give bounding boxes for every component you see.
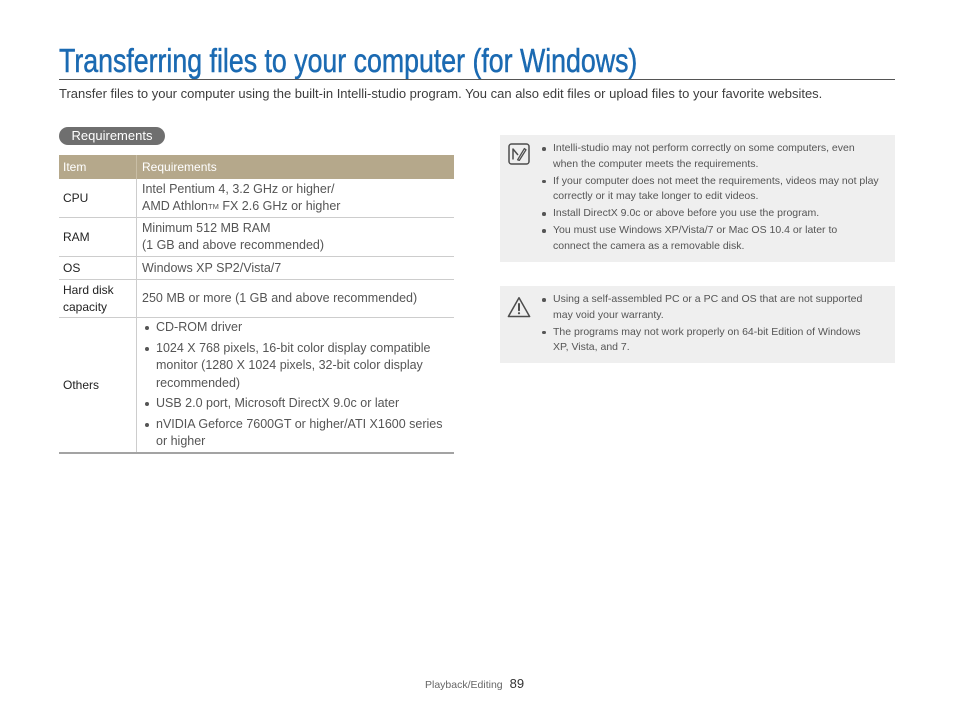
caution-line: The programs may not work properly on 64-bit Edition of Windows	[553, 325, 861, 338]
note-line: Intelli-studio may not perform correctly on some computers, even	[553, 142, 855, 154]
list-item	[142, 395, 454, 413]
requirement-text: AMD Athlon	[142, 199, 209, 213]
row-item-cell	[59, 179, 137, 217]
title-underline	[59, 79, 895, 80]
footer-section-label: Playback/Editing	[425, 679, 503, 691]
bullet-dot	[145, 423, 149, 427]
others-bullet-list	[142, 319, 454, 451]
bullet-dot	[145, 326, 149, 330]
row-item-label: RAM	[63, 229, 90, 244]
caution-list	[542, 292, 889, 356]
requirement-text: FX 2.6 GHz or higher	[218, 199, 341, 213]
row-requirements-cell	[137, 257, 454, 279]
header-item-label: Item	[63, 159, 87, 174]
intro-text: Transfer files to your computer using the built-in Intelli-studio program. You can also edit files or upload files to your favorite websites.	[59, 86, 823, 101]
row-item-label: Others	[63, 377, 100, 392]
list-item	[142, 340, 454, 393]
requirements-table	[59, 155, 454, 454]
bullet-dot	[145, 347, 149, 351]
page-title: Transferring files to your computer (for Windows)	[59, 42, 638, 79]
note-line: If your computer does not meet the requirements, videos may not play	[553, 174, 879, 187]
header-item	[59, 155, 137, 179]
row-requirements-cell	[137, 179, 454, 217]
bullet-dot	[542, 180, 546, 184]
row-requirements-cell	[137, 218, 454, 256]
list-item	[542, 174, 889, 206]
row-item-label: Hard disk capacity	[63, 282, 114, 314]
list-item	[542, 206, 889, 222]
caution-line: may void your warranty.	[553, 308, 664, 321]
list-item	[142, 416, 454, 451]
table-row-ram	[59, 218, 454, 257]
table-row-cpu	[59, 179, 454, 218]
note-panel	[500, 135, 895, 262]
list-item	[542, 325, 889, 357]
requirement-line	[142, 198, 454, 215]
row-item-label: CPU	[63, 190, 89, 205]
header-requirements-label: Requirements	[142, 159, 217, 174]
list-item	[542, 141, 889, 173]
trademark-mark: TM	[208, 202, 219, 211]
note-line: when the computer meets the requirements.	[553, 157, 759, 170]
table-row-os	[59, 257, 454, 280]
bullet-line: nVIDIA Geforce 7600GT or higher/ATI X1600 series	[156, 416, 443, 431]
caution-line: Using a self-assembled PC or a PC and OS that are not supported	[553, 293, 863, 305]
header-requirements	[137, 155, 454, 179]
caution-triangle-icon	[507, 296, 531, 318]
row-requirements-cell	[137, 280, 454, 317]
bullet-line: monitor (1280 X 1024 pixels, 32-bit color display	[156, 358, 423, 373]
requirement-line: Windows XP SP2/Vista/7	[142, 260, 282, 275]
row-item-cell	[59, 318, 137, 452]
bullet-dot	[542, 229, 546, 233]
page-footer	[425, 676, 524, 693]
requirement-line: Minimum 512 MB RAM	[142, 221, 271, 235]
bullet-line: 1024 X 768 pixels, 16-bit color display compatible	[156, 340, 431, 355]
table-row-others	[59, 318, 454, 454]
caution-line: XP, Vista, and 7.	[553, 341, 630, 354]
page-number: 89	[509, 676, 525, 691]
requirements-badge: Requirements	[59, 127, 165, 145]
bullet-line: recommended)	[156, 375, 241, 390]
note-line: connect the camera as a removable disk.	[553, 239, 745, 252]
bullet-line: CD-ROM driver	[156, 320, 243, 335]
row-item-label: OS	[63, 260, 81, 275]
note-list	[542, 141, 889, 255]
bullet-dot	[542, 331, 546, 335]
note-line: Install DirectX 9.0c or above before you use the program.	[553, 207, 820, 220]
note-pencil-icon	[508, 143, 530, 165]
bullet-dot	[145, 402, 149, 406]
bullet-dot	[542, 212, 546, 216]
row-item-cell	[59, 257, 137, 279]
table-header-row	[59, 155, 454, 179]
table-row-hard-disk	[59, 280, 454, 318]
requirement-line: (1 GB and above recommended)	[142, 238, 325, 252]
list-item	[542, 223, 889, 255]
row-item-cell	[59, 218, 137, 256]
row-item-cell	[59, 280, 137, 317]
bullet-dot	[542, 298, 546, 302]
note-line: You must use Windows XP/Vista/7 or Mac OS 10.4 or later to	[553, 223, 838, 236]
row-requirements-cell	[137, 318, 454, 452]
caution-panel	[500, 286, 895, 363]
list-item	[142, 319, 454, 337]
bullet-line: or higher	[156, 434, 206, 449]
bullet-dot	[542, 147, 546, 151]
list-item	[542, 292, 889, 324]
requirement-line: 250 MB or more (1 GB and above recommended)	[142, 291, 418, 305]
note-line: correctly or it may take longer to edit videos.	[553, 190, 759, 203]
requirement-line: Intel Pentium 4, 3.2 GHz or higher/	[142, 182, 335, 196]
bullet-line: USB 2.0 port, Microsoft DirectX 9.0c or later	[156, 396, 400, 411]
